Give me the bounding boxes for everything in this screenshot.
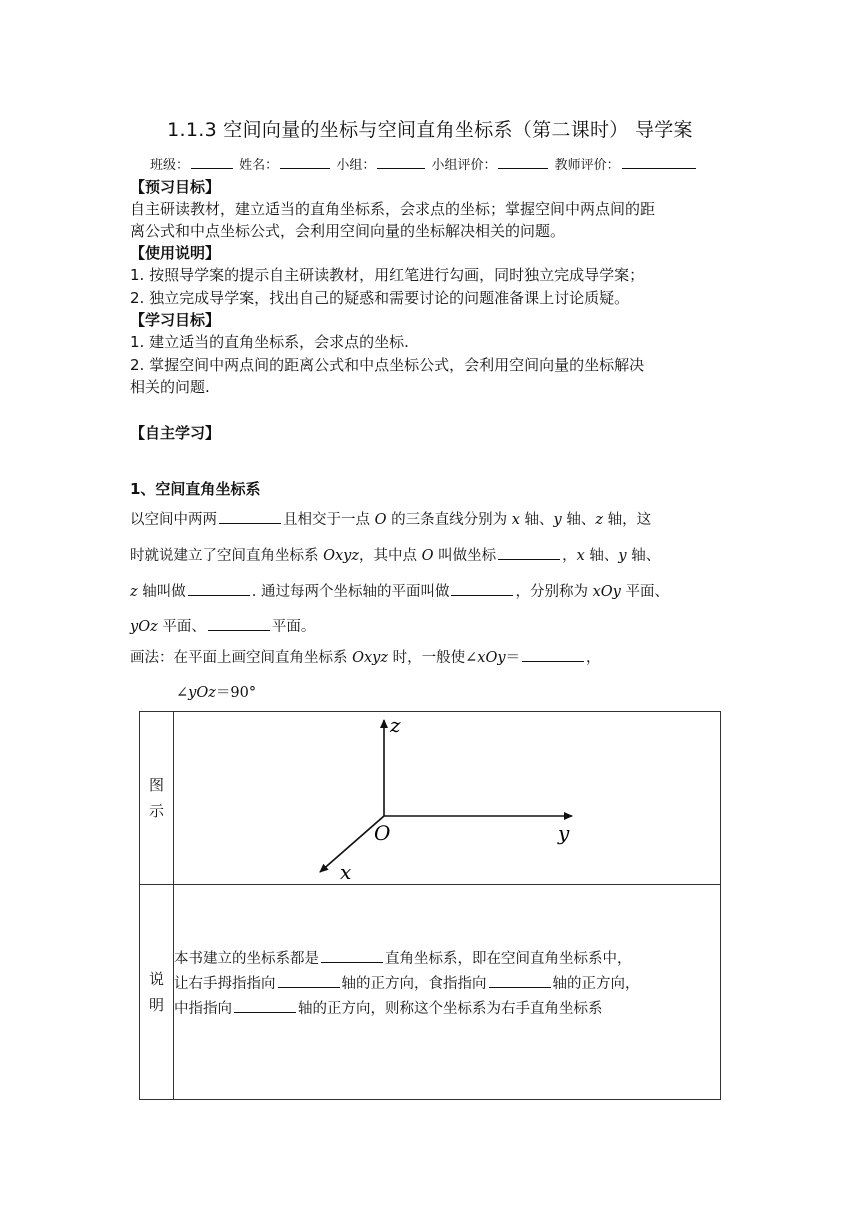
group-eval-label: 小组评价：	[431, 158, 497, 173]
goals-item-2b: 相关的问题.	[130, 378, 210, 396]
usage-heading: 【使用说明】	[130, 244, 221, 262]
fill-blank[interactable]	[498, 545, 560, 560]
goals-heading: 【学习目标】	[130, 311, 221, 329]
section-1-paragraph-line-2: 时就说建立了空间直角坐标系 Oxyz，其中点 O 叫做坐标 ，x 轴、y 轴、	[130, 538, 660, 574]
goals-item-2a: 2. 掌握空间中两点间的距离公式和中点坐标公式，会利用空间向量的坐标解决	[130, 356, 645, 374]
z-axis-label: z	[390, 713, 401, 737]
note-line-1: 本书建立的坐标系都是 直角坐标系，即在空间直角坐标系中，	[174, 947, 720, 972]
student-info-line	[150, 154, 698, 173]
fill-blank[interactable]	[278, 973, 340, 988]
figure-row-label: 图 示	[140, 712, 174, 885]
fill-blank[interactable]	[321, 948, 383, 963]
teacher-eval-blank[interactable]	[622, 156, 696, 169]
group-blank[interactable]	[377, 156, 425, 169]
preview-heading: 【预习目标】	[130, 178, 221, 196]
name-blank[interactable]	[280, 156, 330, 169]
fill-blank[interactable]	[522, 647, 584, 662]
drawing-method-line-1: 画法：在平面上画空间直角坐标系 Oxyz 时，一般使∠xOy＝ ，	[130, 640, 601, 676]
goals-item-1: 1. 建立适当的直角坐标系，会求点的坐标.	[130, 333, 409, 351]
preview-line-2: 离公式和中点坐标公式，会利用空间向量的坐标解决相关的问题。	[130, 222, 566, 240]
section-1-heading: 1、空间直角坐标系	[130, 480, 261, 498]
fill-blank[interactable]	[234, 998, 296, 1013]
self-study-heading: 【自主学习】	[130, 424, 221, 442]
fill-blank[interactable]	[208, 616, 270, 631]
usage-item-2: 2. 独立完成导学案，找出自己的疑惑和需要讨论的问题准备课上讨论质疑。	[130, 289, 630, 307]
coordinate-axes-diagram	[174, 712, 720, 884]
class-label: 班级：	[150, 158, 190, 173]
fill-blank[interactable]	[451, 581, 513, 596]
x-axis-label: x	[340, 860, 352, 884]
origin-label: O	[374, 821, 391, 845]
usage-item-1: 1. 按照导学案的提示自主研读教材，用红笔进行勾画，同时独立完成导学案；	[130, 266, 645, 284]
name-label: 姓名：	[239, 158, 279, 173]
note-row-label: 说 明	[140, 885, 174, 1100]
page-title: 1.1.3 空间向量的坐标与空间直角坐标系（第二课时） 导学案	[167, 119, 693, 141]
y-axis-label: y	[558, 821, 570, 845]
drawing-method-line-2: ∠yOz＝90°	[176, 685, 257, 701]
class-blank[interactable]	[191, 156, 233, 169]
teacher-eval-label: 教师评价：	[554, 158, 620, 173]
group-eval-blank[interactable]	[498, 156, 548, 169]
fill-blank[interactable]	[489, 973, 551, 988]
coordinate-system-table	[139, 711, 721, 1100]
section-1-paragraph-line-3: z 轴叫做 . 通过每两个坐标轴的平面叫做 ，分别称为 xOy 平面、	[130, 574, 669, 610]
group-label: 小组：	[336, 158, 376, 173]
figure-cell	[174, 712, 721, 885]
preview-line-1: 自主研读教材，建立适当的直角坐标系，会求点的坐标；掌握空间中两点间的距	[130, 200, 656, 218]
section-1-paragraph-line-4: yOz 平面、 平面。	[130, 609, 315, 645]
section-1-paragraph-line-1: 以空间中两两 且相交于一点 O 的三条直线分别为 x 轴、y 轴、z 轴，这	[130, 502, 651, 538]
fill-blank[interactable]	[188, 581, 250, 596]
note-line-2: 让右手拇指指向 轴的正方向，食指指向 轴的正方向，	[174, 972, 720, 997]
note-cell	[174, 885, 721, 1100]
fill-blank[interactable]	[219, 509, 281, 524]
note-line-3: 中指指向 轴的正方向，则称这个坐标系为右手直角坐标系	[174, 997, 720, 1022]
